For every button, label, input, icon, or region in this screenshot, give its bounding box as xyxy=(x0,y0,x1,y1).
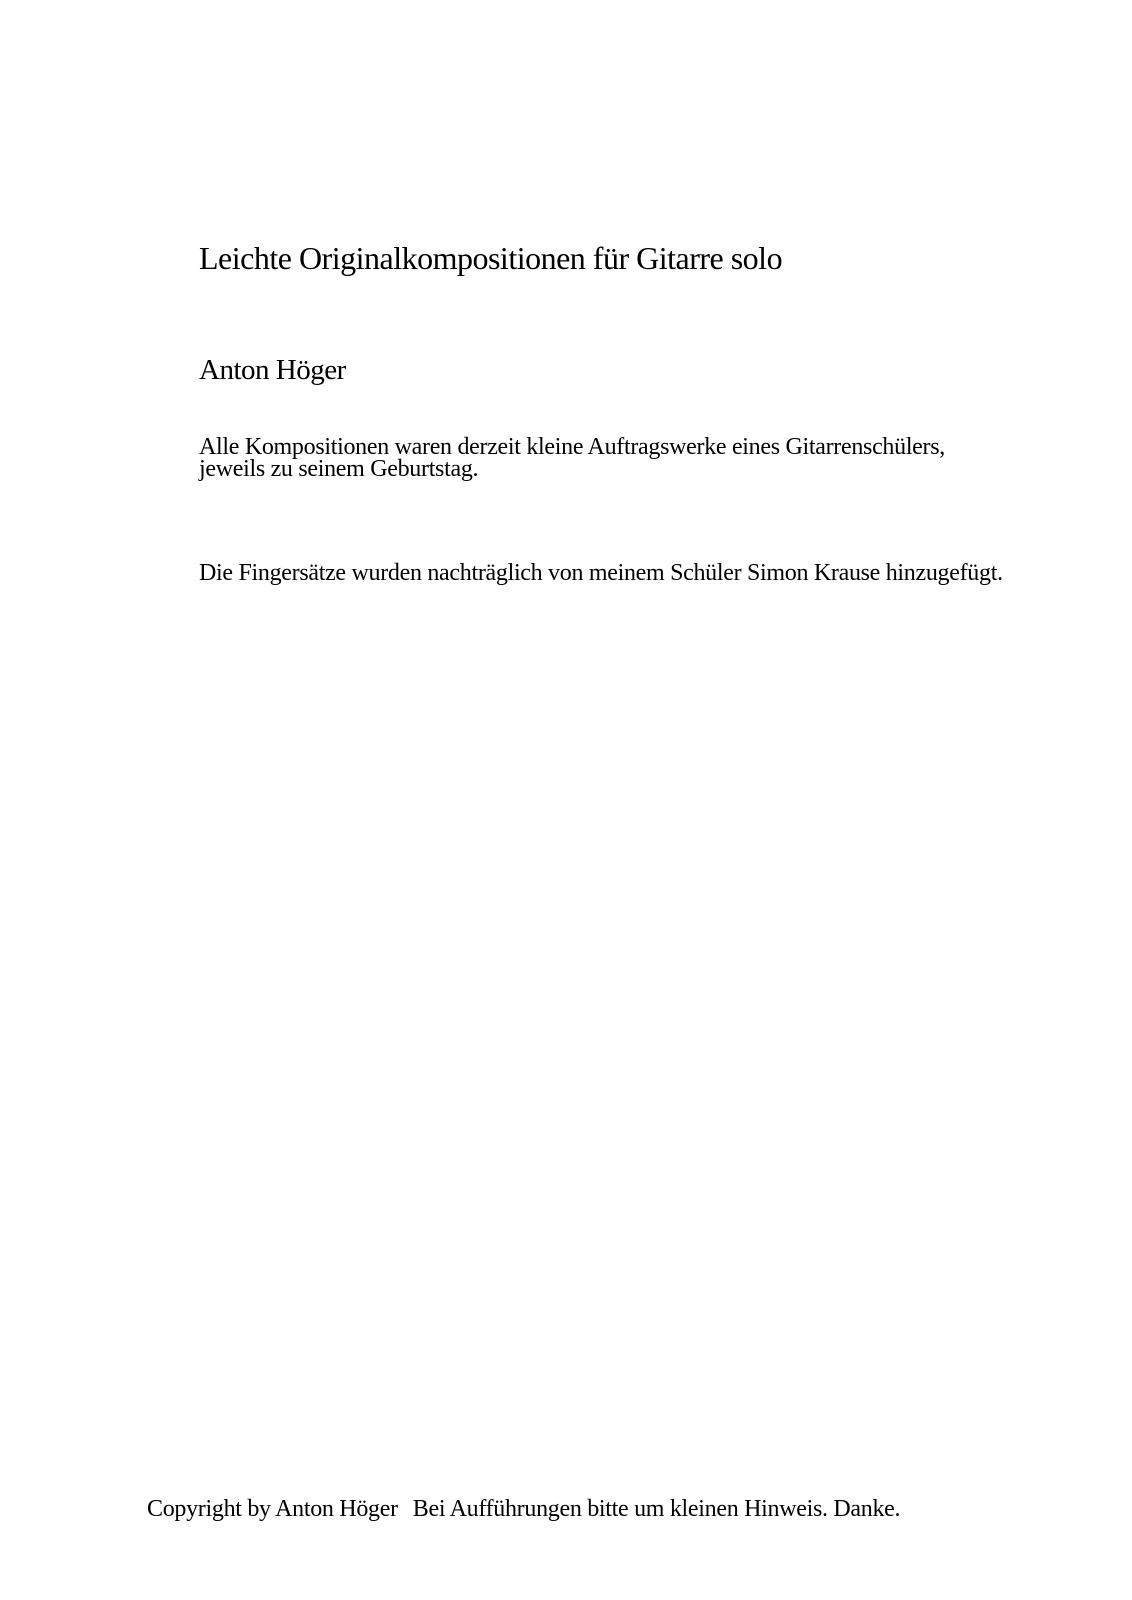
paragraph-line: Alle Kompositionen waren derzeit kleine Auftragswerke eines Gitarrenschülers, xyxy=(199,434,945,460)
footer-copyright: Copyright by Anton Höger xyxy=(147,1496,398,1522)
paragraph-dedication xyxy=(199,436,945,480)
document-title: Leichte Originalkompositionen für Gitarre solo xyxy=(199,240,783,276)
footer-performance-notice: Bei Aufführungen bitte um kleinen Hinweis. Danke. xyxy=(412,1496,901,1522)
paragraph-line: Die Fingersätze wurden nachträglich von meinem Schüler Simon Krause hinzugefügt. xyxy=(199,560,1003,586)
page-footer xyxy=(147,1498,900,1520)
document-author: Anton Höger xyxy=(199,354,346,386)
paragraph-fingering-note xyxy=(199,562,1003,584)
paragraph-line: jeweils zu seinem Geburtstag. xyxy=(199,456,479,482)
